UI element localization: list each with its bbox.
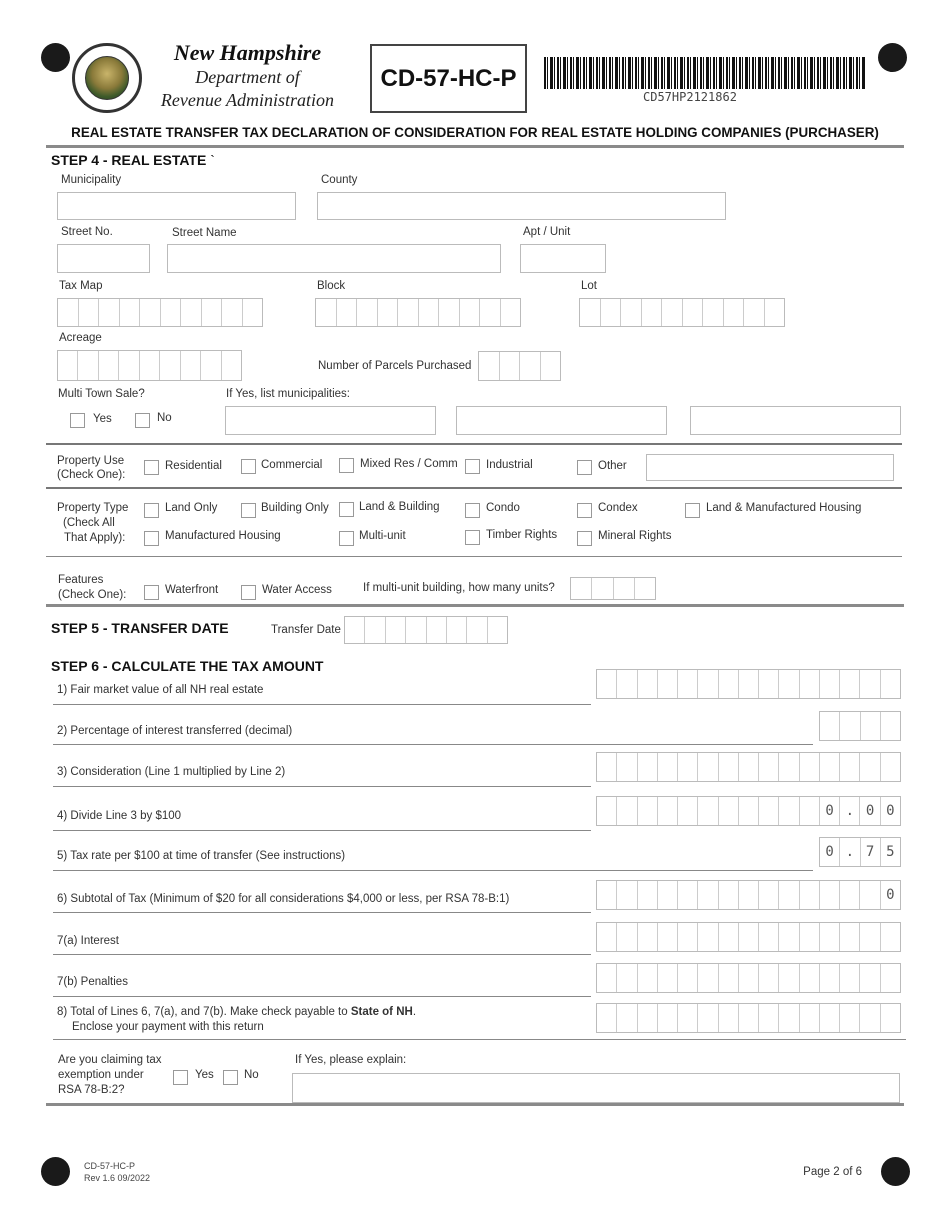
payee-name: State of NH <box>350 1006 413 1018</box>
acreage-field[interactable] <box>57 350 242 381</box>
line1-field[interactable] <box>596 669 901 699</box>
line6-label: 6) Subtotal of Tax (Minimum of $20 for all considerations $4,000 or less, per RSA 78-B:1) <box>57 893 510 905</box>
line1-label: 1) Fair market value of all NH real estate <box>57 684 264 696</box>
exemption-yes-label: Yes <box>195 1069 214 1081</box>
multi-town-label: Multi Town Sale? <box>58 388 145 400</box>
acreage-label: Acreage <box>59 332 102 344</box>
line4-label: 4) Divide Line 3 by $100 <box>57 810 182 822</box>
state-name: New Hampshire <box>173 40 322 65</box>
line6-field[interactable] <box>596 880 901 910</box>
multi-town-no-label: No <box>157 412 172 424</box>
line5-digit: 0 <box>820 838 840 866</box>
title-rule <box>46 145 904 148</box>
property-use-label-2: (Check One): <box>57 469 126 481</box>
feature-waterfront-label: Waterfront <box>165 584 219 596</box>
type-manufactured-label: Manufactured Housing <box>165 530 281 542</box>
registration-mark-top-left <box>41 43 70 72</box>
line2-label: 2) Percentage of interest transferred (decimal) <box>57 725 293 737</box>
type-manufactured-checkbox[interactable] <box>144 531 159 546</box>
line7a-underline <box>53 954 591 955</box>
use-commercial-label: Commercial <box>261 459 323 471</box>
type-land-manufactured-checkbox[interactable] <box>685 503 700 518</box>
type-multi-unit-checkbox[interactable] <box>339 531 354 546</box>
line6-digit: 0 <box>886 887 895 903</box>
form-code-box <box>370 44 527 113</box>
line5-underline <box>53 870 813 871</box>
municipality-list-field-2[interactable] <box>456 406 667 435</box>
feature-waterfront-checkbox[interactable] <box>144 585 159 600</box>
type-multi-unit-label: Multi-unit <box>359 530 406 542</box>
type-condex-checkbox[interactable] <box>577 503 592 518</box>
use-other-field[interactable] <box>646 454 894 481</box>
street-name-field[interactable] <box>167 244 501 273</box>
step5-heading: STEP 5 - TRANSFER DATE <box>51 620 229 636</box>
line3-underline <box>53 786 591 787</box>
type-mineral-label: Mineral Rights <box>598 530 672 542</box>
type-land-manufactured-label: Land & Manufactured Housing <box>706 502 862 514</box>
tax-map-field[interactable] <box>57 298 263 327</box>
exemption-no-checkbox[interactable] <box>223 1070 238 1085</box>
use-other-checkbox[interactable] <box>577 460 592 475</box>
line4-digit: 0 <box>860 797 880 825</box>
features-label-1: Features <box>58 574 104 586</box>
line4-underline <box>53 830 591 831</box>
tax-map-label: Tax Map <box>59 280 103 292</box>
exemption-label-2: exemption under <box>58 1069 144 1081</box>
exemption-yes-checkbox[interactable] <box>173 1070 188 1085</box>
line7a-label: 7(a) Interest <box>57 935 119 947</box>
use-industrial-checkbox[interactable] <box>465 459 480 474</box>
multi-town-yes-label: Yes <box>93 413 112 425</box>
county-label: County <box>321 174 358 186</box>
type-building-only-checkbox[interactable] <box>241 503 256 518</box>
line2-field[interactable] <box>819 711 901 741</box>
municipality-list-field-3[interactable] <box>690 406 901 435</box>
num-parcels-label: Number of Parcels Purchased <box>318 360 472 372</box>
multi-town-no-checkbox[interactable] <box>135 413 150 428</box>
line5-digit: . <box>840 838 860 866</box>
property-type-label-1: Property Type <box>57 502 129 514</box>
block-label: Block <box>317 280 346 292</box>
line1-underline <box>53 704 591 705</box>
line4-field[interactable] <box>596 796 901 826</box>
transfer-date-label: Transfer Date <box>271 624 341 636</box>
type-land-building-checkbox[interactable] <box>339 502 354 517</box>
form-code: CD-57-HC-P <box>380 64 517 92</box>
line5-digit: 7 <box>861 838 881 866</box>
use-other-label: Other <box>598 460 627 472</box>
street-no-field[interactable] <box>57 244 150 273</box>
units-question-label: If multi-unit building, how many units? <box>363 582 555 594</box>
type-building-only-label: Building Only <box>261 502 329 514</box>
type-land-building-label: Land & Building <box>359 501 440 513</box>
use-mixed-label: Mixed Res / Comm <box>360 458 458 470</box>
lot-field[interactable] <box>579 298 785 327</box>
registration-mark-top-right <box>878 43 907 72</box>
county-field[interactable] <box>317 192 726 220</box>
step4-bottom-rule <box>46 604 904 607</box>
step6-heading: STEP 6 - CALCULATE THE TAX AMOUNT <box>51 658 324 674</box>
apt-unit-field[interactable] <box>520 244 606 273</box>
divider <box>46 556 902 557</box>
use-residential-checkbox[interactable] <box>144 460 159 475</box>
use-mixed-checkbox[interactable] <box>339 458 354 473</box>
state-seal-icon <box>72 43 142 113</box>
exemption-no-label: No <box>244 1069 259 1081</box>
line5-digit: 5 <box>886 844 895 860</box>
divider <box>46 443 902 445</box>
footer-form-code: CD-57-HC-P <box>84 1161 136 1171</box>
line8-label: 8) Total of Lines 6, 7(a), and 7(b). Make check payable to State of NH. <box>57 1006 417 1018</box>
line8-sub-label: Enclose your payment with this return <box>72 1021 264 1033</box>
page-number: Page 2 of 6 <box>803 1166 862 1178</box>
department-line-1: Department of <box>195 67 300 87</box>
explain-label: If Yes, please explain: <box>295 1054 407 1066</box>
property-use-label-1: Property Use <box>57 455 125 467</box>
line4-digit: . <box>840 797 860 825</box>
registration-mark-bottom-left <box>41 1157 70 1186</box>
type-condo-label: Condo <box>486 502 520 514</box>
multi-town-yes-checkbox[interactable] <box>70 413 85 428</box>
line7b-underline <box>53 996 591 997</box>
apt-unit-label: Apt / Unit <box>523 226 571 238</box>
line7b-field[interactable] <box>596 963 901 993</box>
if-yes-list-label: If Yes, list municipalities: <box>226 388 351 400</box>
units-field[interactable] <box>570 577 656 600</box>
step6-bottom-rule <box>46 1103 904 1106</box>
use-commercial-checkbox[interactable] <box>241 459 256 474</box>
block-field[interactable] <box>315 298 521 327</box>
exemption-label-1: Are you claiming tax <box>58 1054 162 1066</box>
line5-field[interactable] <box>819 837 901 867</box>
municipality-field[interactable] <box>57 192 296 220</box>
municipality-label: Municipality <box>61 174 122 186</box>
barcode-text: CD57HP2121862 <box>640 90 770 106</box>
feature-water-access-checkbox[interactable] <box>241 585 256 600</box>
type-land-only-label: Land Only <box>165 502 218 514</box>
type-condo-checkbox[interactable] <box>465 503 480 518</box>
line3-label: 3) Consideration (Line 1 multiplied by Line 2) <box>57 766 286 778</box>
divider <box>46 487 902 489</box>
line8-underline <box>53 1039 906 1040</box>
line3-field[interactable] <box>596 752 901 782</box>
footer-revision: Rev 1.6 09/2022 <box>84 1173 151 1183</box>
type-timber-checkbox[interactable] <box>465 530 480 545</box>
line8-field[interactable] <box>596 1003 901 1033</box>
line4-digit: 0 <box>886 803 895 819</box>
explain-field[interactable] <box>292 1073 900 1103</box>
transfer-date-field[interactable] <box>344 616 508 644</box>
registration-mark-bottom-right <box>881 1157 910 1186</box>
line7b-label: 7(b) Penalties <box>57 976 128 988</box>
street-name-label: Street Name <box>172 227 237 239</box>
street-no-label: Street No. <box>61 226 113 238</box>
line2-underline <box>53 744 813 745</box>
features-label-2: (Check One): <box>58 589 127 601</box>
lot-label: Lot <box>581 280 597 292</box>
form-title: REAL ESTATE TRANSFER TAX DECLARATION OF CONSIDERATION FOR REAL ESTATE HOLDING COMPANIES (PURCHASER) <box>71 125 879 140</box>
barcode-icon <box>544 57 866 89</box>
department-line-2: Revenue Administration <box>160 90 335 110</box>
type-land-only-checkbox[interactable] <box>144 503 159 518</box>
line7a-field[interactable] <box>596 922 901 952</box>
exemption-label-3: RSA 78-B:2? <box>58 1084 125 1096</box>
type-mineral-checkbox[interactable] <box>577 531 592 546</box>
line5-label: 5) Tax rate per $100 at time of transfer (See instructions) <box>57 850 346 862</box>
type-condex-label: Condex <box>598 502 638 514</box>
feature-water-access-label: Water Access <box>262 584 332 596</box>
line6-underline <box>53 912 591 913</box>
line4-digit: 0 <box>820 797 840 825</box>
use-residential-label: Residential <box>165 460 222 472</box>
num-parcels-field[interactable] <box>478 351 561 381</box>
property-type-label-2: (Check All <box>63 517 115 529</box>
step4-heading: STEP 4 - REAL ESTATE ` <box>51 152 215 168</box>
type-timber-label: Timber Rights <box>486 529 558 541</box>
property-type-label-3: That Apply): <box>64 532 126 544</box>
municipality-list-field-1[interactable] <box>225 406 436 435</box>
use-industrial-label: Industrial <box>486 459 533 471</box>
